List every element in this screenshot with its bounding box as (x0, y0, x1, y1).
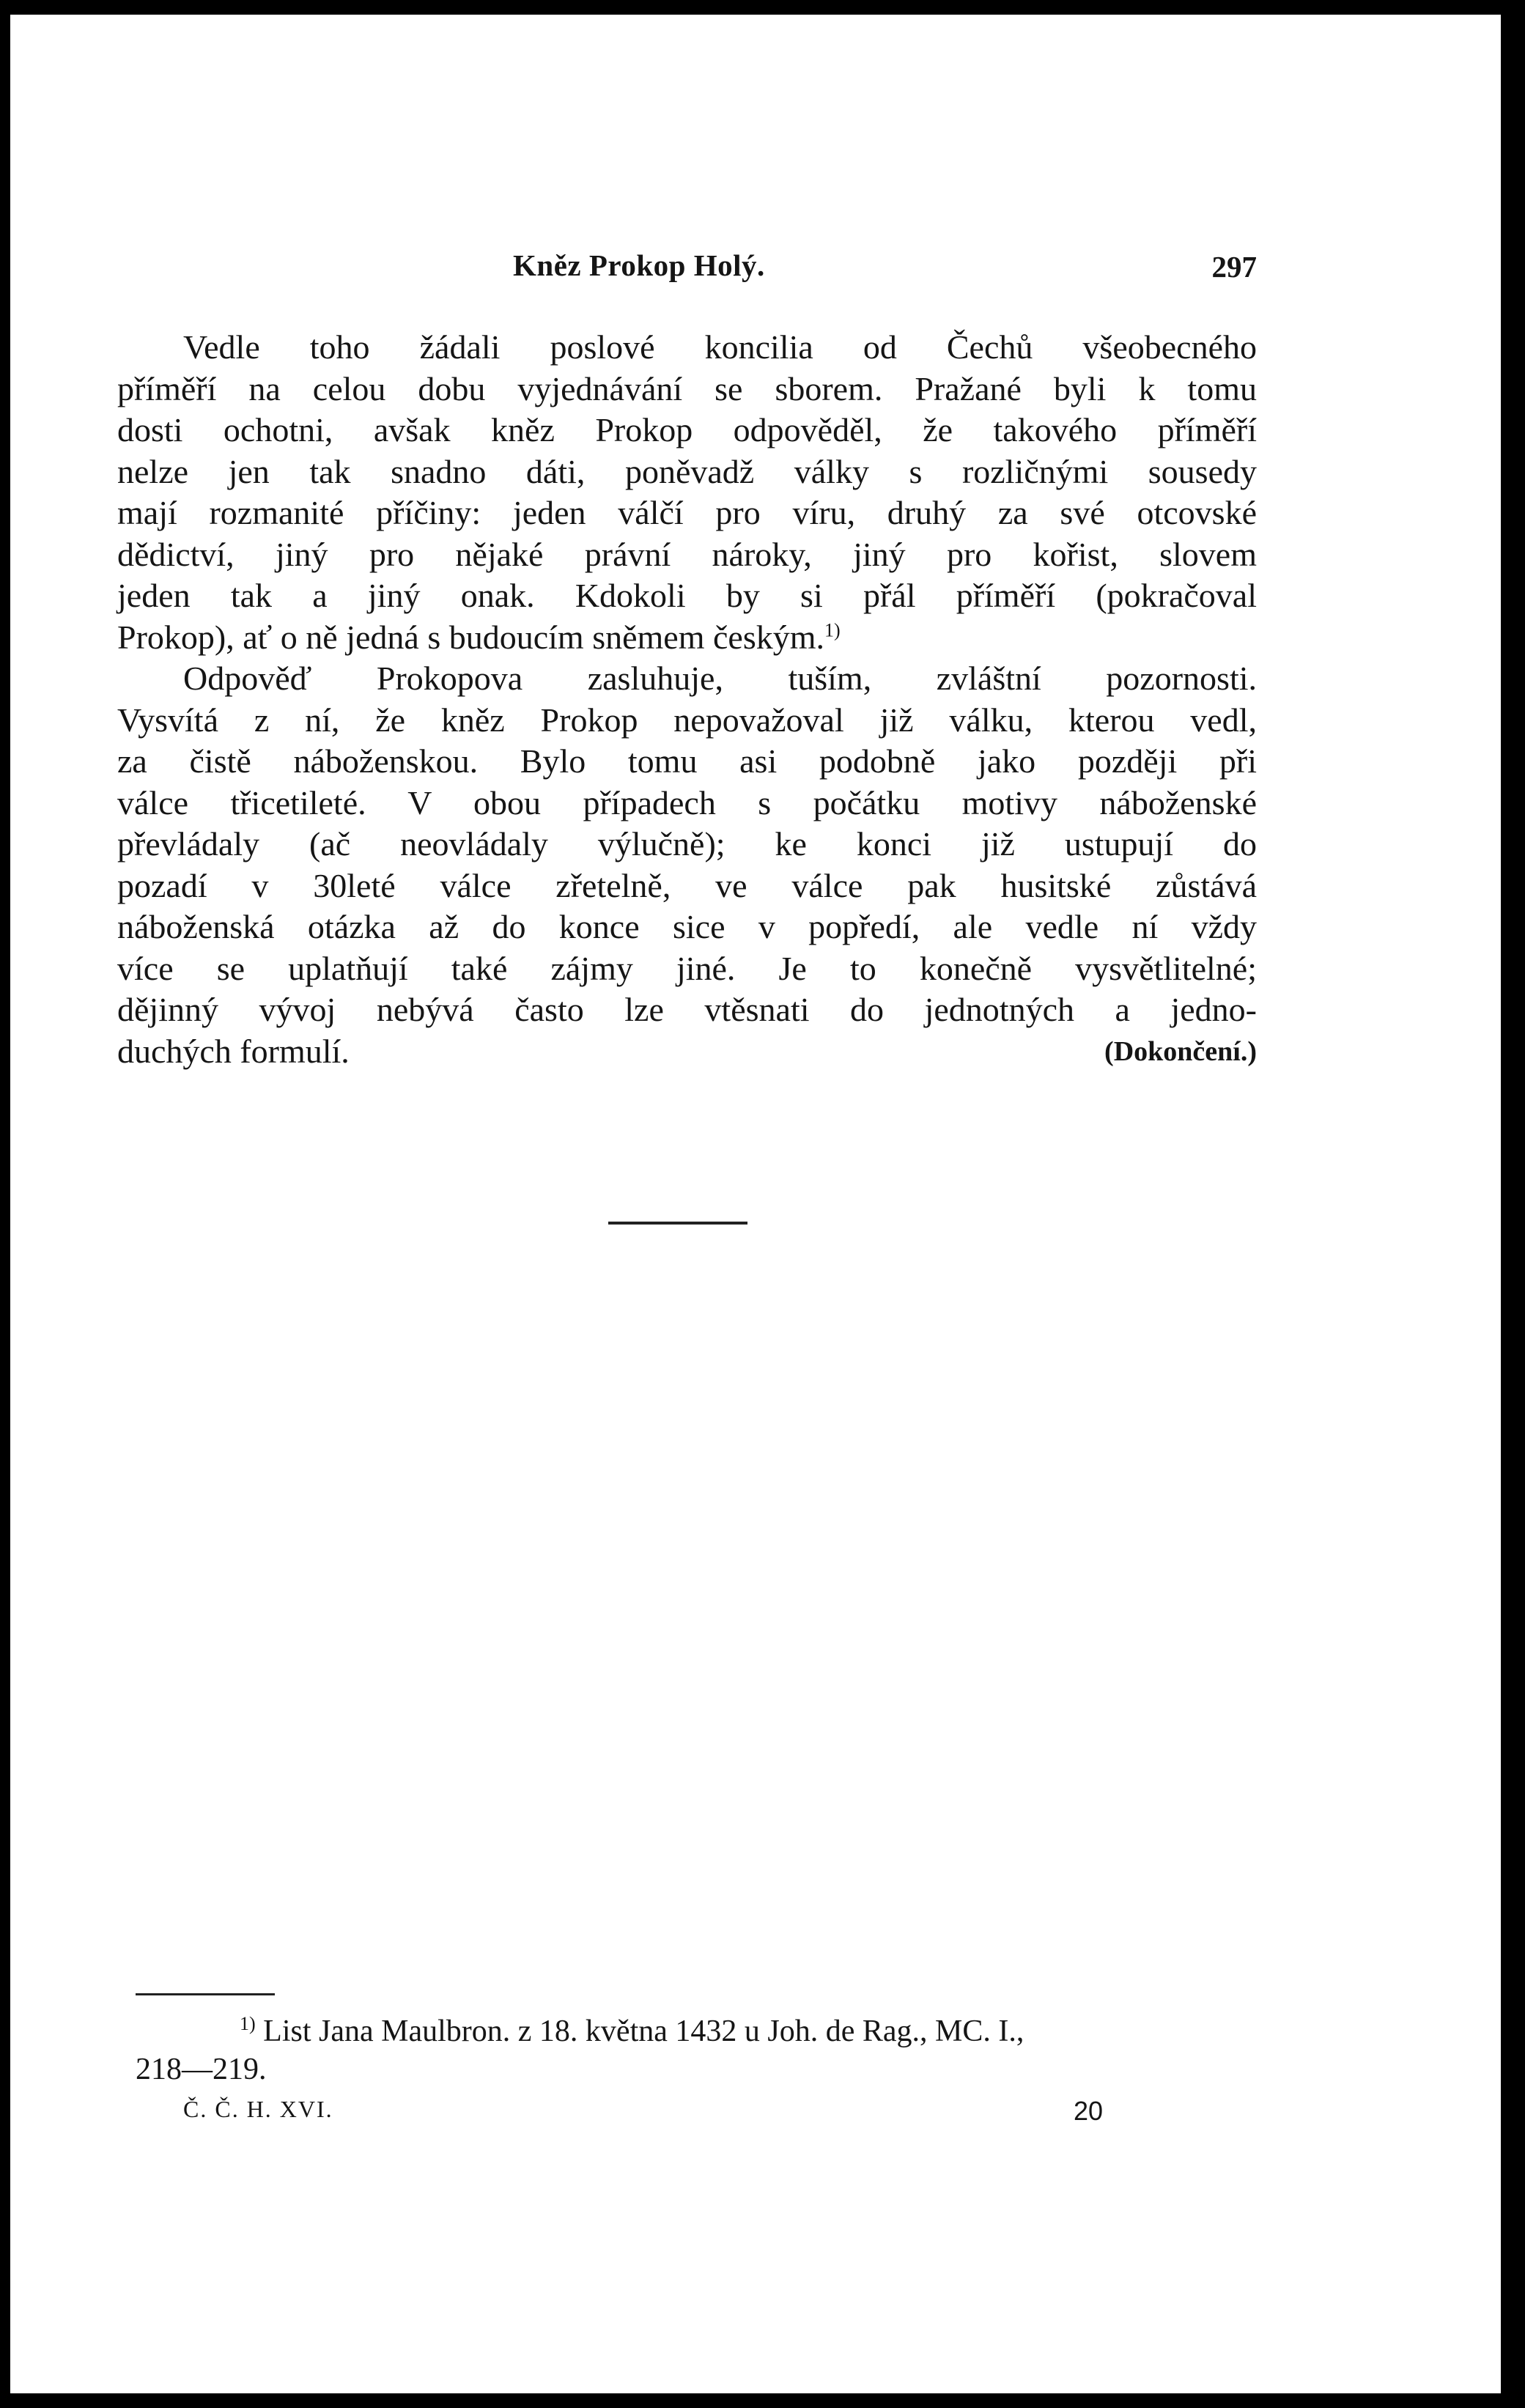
footnote-divider (136, 1993, 275, 1995)
page-header (117, 248, 1257, 292)
text-line: Vysvítá z ní, že kněz Prokop nepovažoval již válku, kterou vedl, (117, 701, 1257, 739)
footnote-text: List Jana Maulbron. z 18. května 1432 u Joh. de Rag., MC. I., (263, 2014, 1024, 2048)
footnote-reference: 1) (824, 619, 841, 641)
text-line: více se uplatňují také zájmy jiné. Je to konečně vysvětlitelné; (117, 949, 1257, 987)
sheet-number: 20 (1074, 2096, 1104, 2126)
text-line: Vedle toho žádali poslové koncilia od Čechů všeobecného (183, 328, 1257, 366)
text-line: za čistě náboženskou. Bylo tomu asi podobně jako později při (117, 742, 1257, 780)
text-line: převládaly (ač neovládaly výlučně); ke konci již ustupují do (117, 825, 1257, 863)
scan-edge (1501, 0, 1525, 2408)
text-line: dosti ochotni, avšak kněz Prokop odpověděl, že takového příměří (117, 411, 1257, 448)
text-line: jeden tak a jiný onak. Kdokoli by si přál příměří (pokračoval (117, 577, 1257, 614)
running-title: Kněz Prokop Holý. (513, 248, 765, 282)
text-line: duchých formulí. (117, 1032, 350, 1070)
page-number: 297 (1211, 250, 1257, 284)
section-separator (608, 1222, 747, 1225)
footnote-line (136, 2012, 1257, 2050)
continuation-mark: (Dokončení.) (1104, 1035, 1257, 1067)
text-line: Odpověď Prokopova zasluhuje, tuším, zvláštní pozornosti. (183, 660, 1257, 697)
footnotes (136, 2012, 1257, 2088)
text-line: mají rozmanité příčiny: jeden válčí pro víru, druhý za své otcovské (117, 494, 1257, 531)
text-line: pozadí v 30leté válce zřetelně, ve válce pak husitské zůstává (117, 866, 1257, 904)
printer-signature: Č. Č. H. XVI. (183, 2096, 333, 2122)
closing-line (117, 1031, 1257, 1073)
text-line: válce třicetileté. V obou případech s počátku motivy náboženské (117, 783, 1257, 821)
text-line: příměří na celou dobu vyjednávání se sborem. Pražané byli k tomu (117, 369, 1257, 407)
text-line: nelze jen tak snadno dáti, poněvadž války s rozličnými sousedy (117, 452, 1257, 490)
text-line: náboženská otázka až do konce sice v popředí, ale vedle ní vždy (117, 908, 1257, 945)
text-line: dějinný vývoj nebývá často lze vtěsnati do jednotných a jedno- (117, 991, 1257, 1028)
body-text (117, 327, 1257, 1072)
footnote-marker: 1) (240, 2013, 256, 2034)
text-line: dědictví, jiný pro nějaké právní nároky, jiný pro kořist, slovem (117, 535, 1257, 573)
footnote-line: 218—219. (136, 2053, 267, 2086)
text-line: Prokop), ať o ně jedná s budoucím sněmem českým. (117, 618, 825, 656)
text-line-with-footnote-ref (117, 617, 1257, 659)
